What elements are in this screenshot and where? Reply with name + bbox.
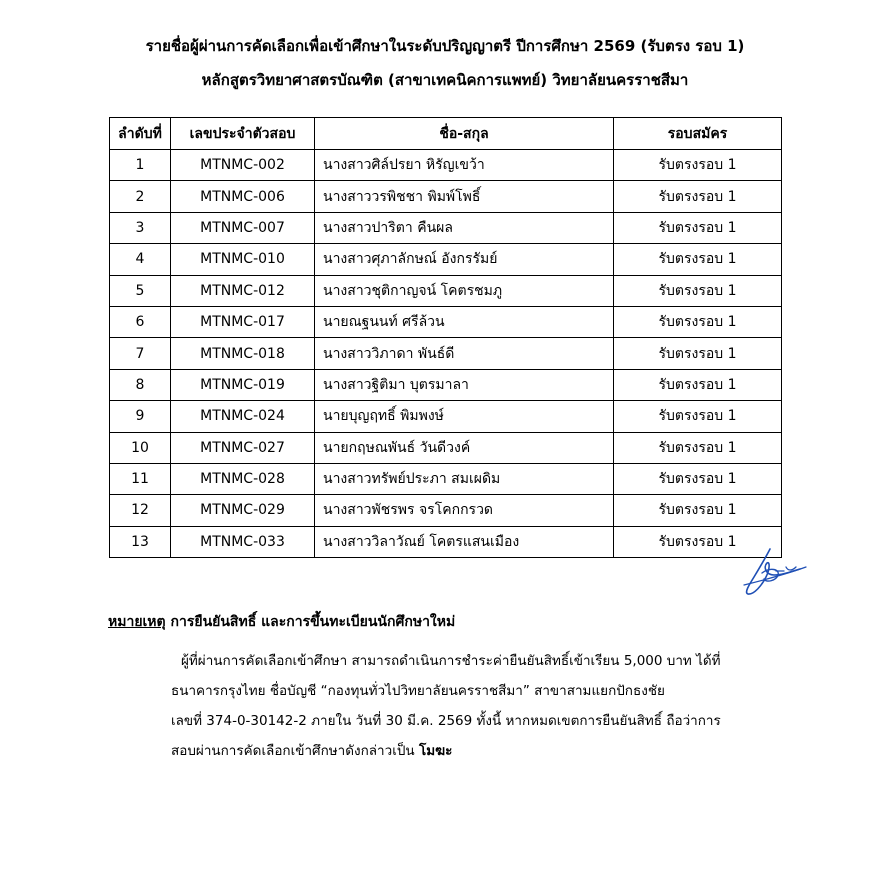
header-order: ลำดับที่ — [110, 118, 171, 150]
cell-application-round: รับตรงรอบ 1 — [614, 181, 782, 212]
cell-application-round: รับตรงรอบ 1 — [614, 463, 782, 494]
cell-application-round: รับตรงรอบ 1 — [614, 244, 782, 275]
cell-application-round: รับตรงรอบ 1 — [614, 306, 782, 337]
cell-full-name: นายกฤษณพันธ์ วันดีวงค์ — [315, 432, 614, 463]
cell-exam-id: MTNMC-029 — [171, 495, 315, 526]
table-row — [110, 495, 782, 526]
note-label: หมายเหตุ — [108, 614, 166, 630]
table-row — [110, 306, 782, 337]
table-row — [110, 338, 782, 369]
cell-application-round: รับตรงรอบ 1 — [614, 338, 782, 369]
cell-full-name: นางสาวฐิติมา บุตรมาลา — [315, 369, 614, 400]
cell-application-round: รับตรงรอบ 1 — [614, 432, 782, 463]
cell-order: 8 — [110, 369, 171, 400]
table-row — [110, 150, 782, 181]
cell-exam-id: MTNMC-010 — [171, 244, 315, 275]
cell-full-name: นายณฐนนท์ ศรีล้วน — [315, 306, 614, 337]
cell-full-name: นางสาวทรัพย์ประภา สมเผดิม — [315, 463, 614, 494]
cell-exam-id: MTNMC-017 — [171, 306, 315, 337]
cell-application-round: รับตรงรอบ 1 — [614, 526, 782, 557]
cell-exam-id: MTNMC-033 — [171, 526, 315, 557]
cell-full-name: นางสาวปาริตา คืนผล — [315, 212, 614, 243]
table-row — [110, 244, 782, 275]
document-title: รายชื่อผู้ผ่านการคัดเลือกเพื่อเข้าศึกษาในระดับปริญญาตรี ปีการศึกษา 2569 (รับตรง รอบ 1) — [145, 37, 745, 55]
cell-application-round: รับตรงรอบ 1 — [614, 275, 782, 306]
cell-order: 4 — [110, 244, 171, 275]
header-application-round: รอบสมัคร — [614, 118, 782, 150]
cell-exam-id: MTNMC-019 — [171, 369, 315, 400]
header-full-name: ชื่อ-สกุล — [315, 118, 614, 150]
cell-full-name: นางสาวพัชรพร จรโคกกรวด — [315, 495, 614, 526]
cell-application-round: รับตรงรอบ 1 — [614, 150, 782, 181]
cell-order: 1 — [110, 150, 171, 181]
cell-full-name: นายบุญฤทธิ์ พิมพงษ์ — [315, 401, 614, 432]
note-heading — [108, 611, 455, 633]
cell-full-name: นางสาววิภาดา พันธ์ดี — [315, 338, 614, 369]
cell-exam-id: MTNMC-024 — [171, 401, 315, 432]
note-line-2: ธนาคารกรุงไทย ชื่อบัญชี “กองทุนทั่วไปวิทยาลัยนครราชสีมา” สาขาสามแยกปักธงชัย — [171, 683, 665, 699]
note-line-3: เลขที่ 374-0-30142-2 ภายใน วันที่ 30 มี.ค. 2569 ทั้งนี้ หากหมดเขตการยืนยันสิทธิ์ ถือว่าการ — [171, 713, 721, 729]
cell-full-name: นางสาววิลาวัณย์ โคตรแสนเมือง — [315, 526, 614, 557]
table-row — [110, 463, 782, 494]
cell-application-round: รับตรงรอบ 1 — [614, 495, 782, 526]
cell-order: 13 — [110, 526, 171, 557]
cell-order: 3 — [110, 212, 171, 243]
cell-order: 5 — [110, 275, 171, 306]
cell-exam-id: MTNMC-012 — [171, 275, 315, 306]
note-title: การยืนยันสิทธิ์ และการขึ้นทะเบียนนักศึกษาใหม่ — [170, 614, 456, 630]
note-line-4-text: สอบผ่านการคัดเลือกเข้าศึกษาดังกล่าวเป็น — [171, 743, 419, 759]
table-row — [110, 212, 782, 243]
cell-order: 11 — [110, 463, 171, 494]
table-row — [110, 181, 782, 212]
table-header-row — [110, 118, 782, 150]
cell-order: 7 — [110, 338, 171, 369]
cell-application-round: รับตรงรอบ 1 — [614, 212, 782, 243]
header-exam-id: เลขประจำตัวสอบ — [171, 118, 315, 150]
note-line-4 — [171, 741, 452, 761]
cell-order: 9 — [110, 401, 171, 432]
table-row — [110, 401, 782, 432]
cell-order: 6 — [110, 306, 171, 337]
cell-exam-id: MTNMC-018 — [171, 338, 315, 369]
document-subtitle: หลักสูตรวิทยาศาสตรบัณฑิต (สาขาเทคนิคการแพทย์) วิทยาลัยนครราชสีมา — [201, 71, 689, 89]
handwritten-signature — [740, 545, 808, 597]
note-void-word: โมฆะ — [418, 743, 453, 759]
cell-exam-id: MTNMC-027 — [171, 432, 315, 463]
table-row — [110, 369, 782, 400]
note-line-1: ผู้ที่ผ่านการคัดเลือกเข้าศึกษา สามารถดำเนินการชำระค่ายืนยันสิทธิ์เข้าเรียน 5,000 บาท ได้ที่ — [181, 653, 721, 669]
results-table — [109, 117, 782, 558]
cell-full-name: นางสาวศิล์ปรยา หิรัญเขว้า — [315, 150, 614, 181]
cell-order: 10 — [110, 432, 171, 463]
cell-application-round: รับตรงรอบ 1 — [614, 369, 782, 400]
cell-exam-id: MTNMC-028 — [171, 463, 315, 494]
cell-exam-id: MTNMC-007 — [171, 212, 315, 243]
cell-exam-id: MTNMC-002 — [171, 150, 315, 181]
cell-full-name: นางสาวศุภาลักษณ์ อังกรรัมย์ — [315, 244, 614, 275]
cell-order: 2 — [110, 181, 171, 212]
cell-full-name: นางสาววรพิชชา พิมพ์โพธิ์ — [315, 181, 614, 212]
cell-application-round: รับตรงรอบ 1 — [614, 401, 782, 432]
table-row — [110, 432, 782, 463]
cell-full-name: นางสาวชุติกาญจน์ โคตรชมภู — [315, 275, 614, 306]
table-row — [110, 526, 782, 557]
table-row — [110, 275, 782, 306]
cell-exam-id: MTNMC-006 — [171, 181, 315, 212]
cell-order: 12 — [110, 495, 171, 526]
